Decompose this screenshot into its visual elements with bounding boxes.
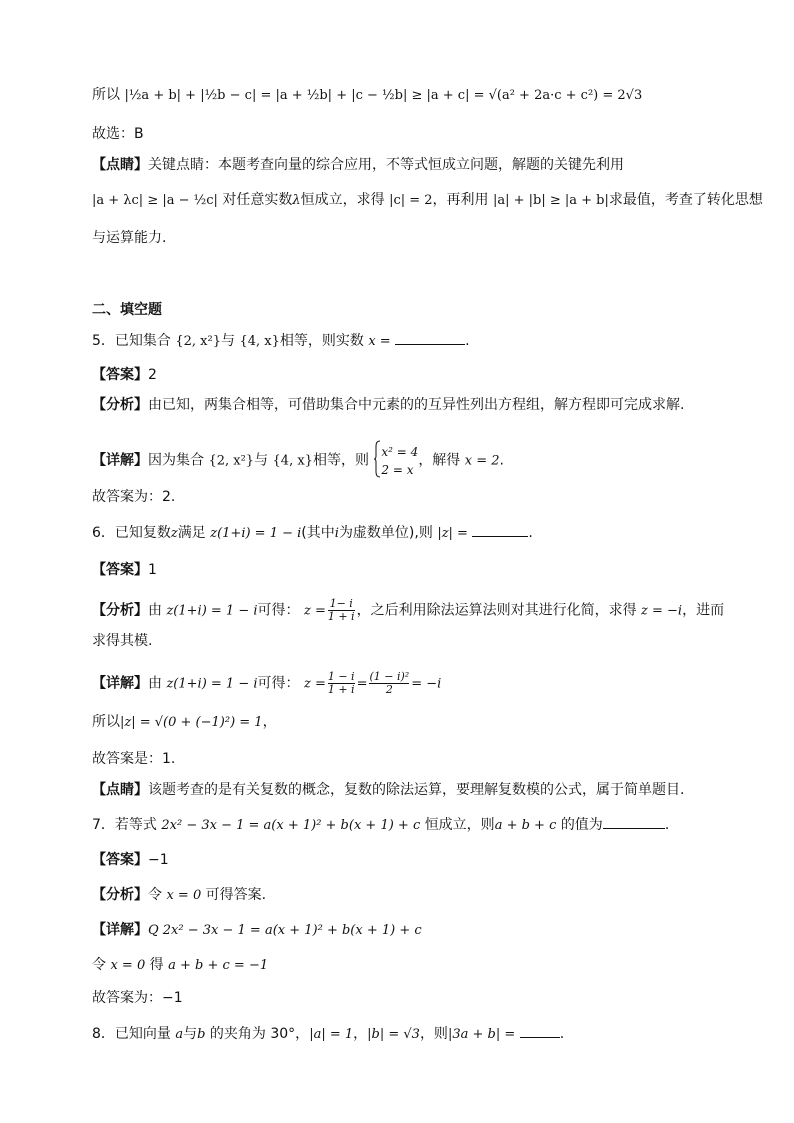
key-point-formula-line [92,193,763,207]
text-segment: 可得： [257,675,300,692]
text-segment: 与 [221,333,235,349]
text-segment: 相等，则 [312,452,369,469]
question-5 [92,334,470,348]
result-formula: = −i [411,676,442,692]
key-point-6 [92,783,684,797]
analysis-5 [92,398,684,412]
fraction [369,671,409,696]
text-segment: 与 [183,1026,198,1042]
complex-equation: z(1+i) = 1 − i [166,676,258,692]
inequality-formula-1: |a + λc| ≥ |a − ½c| [92,193,218,208]
text-segment: 为虚数单位),则 [338,525,433,541]
text-segment: 的值为 [560,817,603,833]
substitution-formula: x = 0 [110,958,146,973]
text-segment: 由 [148,675,162,692]
complex-equation: z(1+i) = 1 − i [166,603,258,619]
equation-1: x² = 4 [381,444,419,459]
set-formula: {4, x} [272,453,313,469]
key-point-end: 与运算能力. [92,230,167,246]
question-number: 6． [92,525,115,541]
result-7: 故答案为：−1 [92,990,183,1006]
vector-inequality-formula: |½a + b| + |½b − c| = |a + ½b| + |c − ½b| ≥ |a + c| = √(a² + 2a·c + c²) = 2√3 [124,88,643,103]
text-segment: 可得答案. [205,887,267,903]
set-formula: {2, x²} [208,453,255,469]
answer-value: 1 [148,562,157,578]
choice-answer: 故选：B [92,126,144,142]
vector-a: a [175,1027,184,1042]
fraction [328,671,355,696]
answer-blank [603,828,665,829]
answer-blank [520,1037,560,1038]
answer-value: 2 [148,367,157,383]
text-segment: ， [353,1026,368,1042]
text-segment: 令 [92,957,106,973]
question-6 [92,526,533,540]
text-segment: 因为集合 [148,452,204,469]
question-number: 8． [92,1026,115,1042]
magnitude-c-formula: |c| = 2 [389,193,433,208]
key-point-line [92,158,624,172]
detail-tag: 【详解】 [92,452,148,469]
polynomial-identity: Q 2x² − 3x − 1 = a(x + 1)² + b(x + 1) + c [148,923,422,938]
substitution-formula: x = 0 [166,888,202,903]
text-segment: 令 [148,887,162,903]
text-segment: ， [262,714,277,730]
variable-x: x = [368,334,391,349]
answer-tag: 【答案】 [92,367,148,383]
detail-6-cont [92,715,277,729]
text-segment: (其中 [301,525,335,541]
answer-blank [395,344,465,345]
question-7 [92,818,669,832]
answer-5 [92,368,157,382]
text-segment: 已知复数 [114,525,171,541]
text-segment: . [499,452,504,469]
variable-z: z [170,526,178,541]
analysis-text: 由已知，两集合相等，可借助集合中元素的的互异性列出方程组，解方程即可完成求解. [148,397,685,413]
text-segment: . [465,333,470,349]
analysis-6 [92,598,724,623]
sum-expression: a + b + c [494,818,557,833]
question-number: 5． [92,333,115,349]
solution-line-1 [92,88,642,102]
detail-7 [92,923,422,937]
key-point-tag: 【点睛】 [92,157,148,173]
text-segment: ，解得 [418,452,461,469]
detail-6: 【详解】由 z(1+i) = 1 − i可得： z = $\frac{1 - i}{1 + i}$ = $\frac{\text{(1 − i)²}}{2}$ = −i [92,670,442,696]
result-5: 故答案为：2. [92,489,176,505]
text-segment: . [528,525,533,541]
text-segment: 已知向量 [114,1026,171,1042]
text-segment: 恒成立，则 [424,817,495,833]
detail-tag: 【详解】 [92,675,148,692]
fraction-numerator: 1 − i [327,670,355,683]
text-segment: 恒成立，求得 [300,192,385,208]
text-segment: . [664,817,670,833]
text-segment: ，再利用 [432,192,489,208]
detail-7-cont [92,958,268,972]
question-8 [92,1027,564,1041]
text-segment: 所以 [92,714,120,730]
text-segment: 求最值，考查了转化思想 [608,192,763,208]
analysis-tag: 【分析】 [92,602,148,619]
fraction-numerator: (1 − i)² [369,670,410,683]
answer-tag: 【答案】 [92,562,148,578]
key-point-text: 该题考查的是有关复数的概念，复数的除法运算，要理解复数模的公式，属于简单题目. [148,782,685,798]
text-segment: 得 [149,957,164,973]
fraction-denominator: 1 + i [327,610,355,623]
text-segment: 与 [254,452,269,469]
z-equals: z = [303,603,326,619]
analysis-7 [92,888,266,902]
fraction [328,598,355,623]
fraction-denominator: 1 + i [327,683,355,696]
text-segment: 可得： [257,602,300,619]
text-segment: 满足 [177,525,206,541]
text-segment: . [559,1026,565,1042]
analysis-tag: 【分析】 [92,397,148,413]
prefix-text: 所以 [92,87,120,103]
answer-value: −1 [148,852,169,868]
equation-system [381,443,418,479]
result-formula: x = 2 [464,453,500,469]
text-segment: 相等，则实数 [279,333,364,349]
text-segment: ，进而 [682,602,725,619]
text-segment: ，则 [419,1026,448,1042]
result-formula: z = −i [641,603,683,619]
modulus-formula: |z| = √(0 + (−1)²) = 1 [120,715,263,730]
text-segment: 若等式 [114,817,157,833]
lambda-symbol: λ [292,193,301,208]
result-6: 故答案是：1. [92,751,176,767]
polynomial-identity: 2x² − 3x − 1 = a(x + 1)² + b(x + 1) + c [161,818,421,833]
text-segment: 对任意实数 [222,192,293,208]
answer-7 [92,853,169,867]
set-formula: {4, x} [239,334,280,349]
text-segment: 已知集合 [114,333,171,349]
key-point-text: 关键点睛：本题考查向量的综合应用，不等式恒成立问题，解题的关键先利用 [148,157,624,173]
section-title-fill-in: 二、填空题 [92,302,162,318]
target-expression: |3a + b| = [447,1027,516,1042]
analysis-6-cont: 求得其模. [92,633,153,649]
text-segment: 由 [148,602,162,619]
variable-i: i [334,526,339,541]
z-equals: z = [303,676,326,692]
detail-5 [92,440,504,481]
magnitude-b: |b| = √3 [367,1027,420,1042]
text-segment: ，之后利用除法运算法则对其进行化简，求得 [356,602,637,619]
answer-blank [472,536,528,537]
fraction-numerator: 1− i [329,597,353,610]
complex-equation: z(1+i) = 1 − i [210,526,302,541]
modulus-expression: |z| = [437,526,468,541]
answer-tag: 【答案】 [92,852,148,868]
fraction-denominator: 2 [369,683,409,696]
equation-2: 2 = x [381,462,414,477]
result-formula: a + b + c = −1 [168,958,269,973]
text-segment: 的夹角为 30°， [209,1026,310,1042]
set-formula: {2, x²} [175,334,221,349]
key-point-tag: 【点睛】 [92,782,148,798]
vector-b: b [197,1027,206,1042]
triangle-inequality-formula: |a| + |b| ≥ |a + b| [492,193,609,208]
magnitude-a: |a| = 1 [309,1027,354,1042]
question-number: 7． [92,817,115,833]
detail-tag: 【详解】 [92,922,148,938]
answer-6 [92,563,157,577]
analysis-tag: 【分析】 [92,887,148,903]
